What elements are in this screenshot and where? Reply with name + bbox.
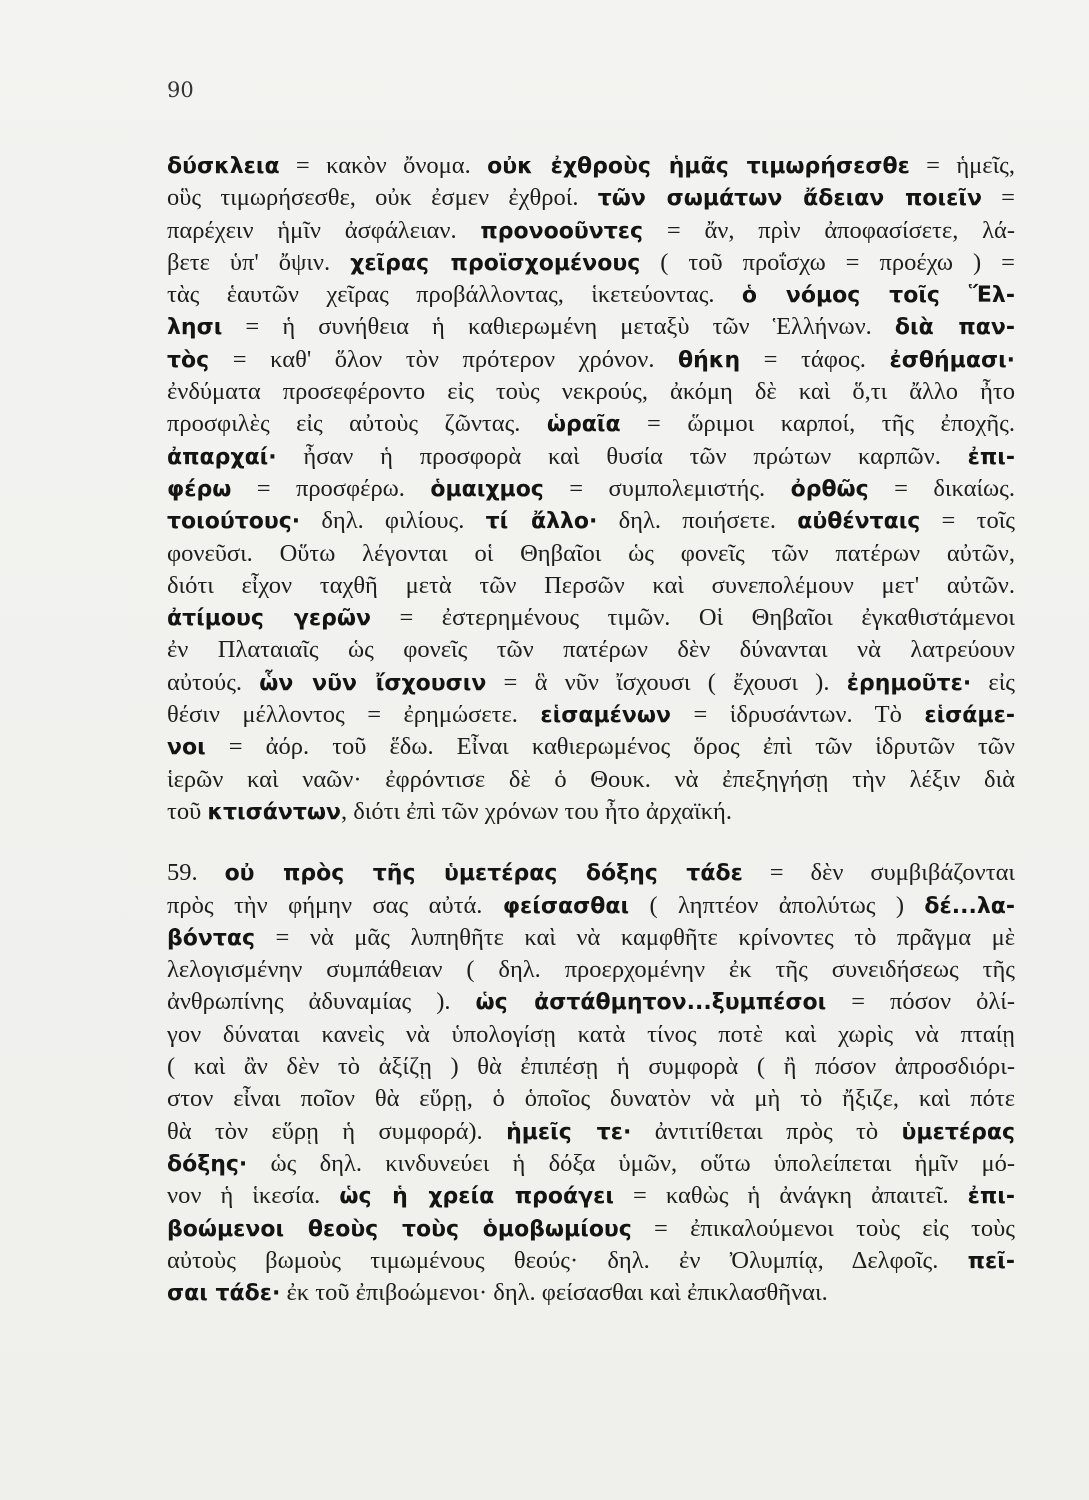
lemma-term: ὁ νόμος τοῖς Ἕλ- xyxy=(741,283,1015,309)
gloss-text: νον ἡ ἱκεσία. xyxy=(167,1182,340,1210)
gloss-text: = ἄν, πρὶν ἀποφασίσετε, λά- xyxy=(643,216,1015,244)
gloss-text: βετε ὑπ' ὄψιν. xyxy=(167,248,351,276)
text-line xyxy=(167,1180,1015,1212)
lemma-term: θήκη xyxy=(678,347,741,373)
gloss-text: = τοῖς xyxy=(920,507,1015,535)
lemma-term: βόντας xyxy=(167,925,256,951)
lemma-term: αὐθένταις xyxy=(797,509,921,535)
text-line xyxy=(167,376,1015,408)
lemma-term: ὧν νῦν ἴσχουσιν xyxy=(259,670,487,696)
text-line xyxy=(167,1116,1015,1148)
text-line xyxy=(167,150,1015,182)
gloss-text: αὐτοὺς βωμοὺς τιμωμένους θεούς· δηλ. ἐν Ὀλυμπίᾳ, Δελφοῖς. xyxy=(167,1246,968,1274)
gloss-text: = ὥριμοι καρποί, τῆς ἐποχῆς. xyxy=(620,410,1015,438)
gloss-text: , διότι ἐπὶ τῶν χρόνων του ἦτο ἀρχαϊκή. xyxy=(340,797,732,825)
text-line xyxy=(167,986,1015,1018)
lemma-term: φέρω xyxy=(167,476,232,502)
gloss-text: εἰς xyxy=(971,668,1015,696)
lemma-term: ὑμετέρας xyxy=(901,1119,1015,1145)
lemma-term: ἐπι- xyxy=(967,1184,1015,1210)
lemma-term: σαι τάδε· xyxy=(167,1281,281,1307)
lemma-term: ἐπι- xyxy=(967,444,1015,470)
lemma-term: λησι xyxy=(167,315,223,341)
text-line xyxy=(167,731,1015,763)
gloss-text: 59. xyxy=(167,859,225,887)
gloss-text: = δικαίως. xyxy=(868,474,1015,502)
gloss-text: πρὸς τὴν φήμην σας αὐτά. xyxy=(167,891,503,919)
text-line xyxy=(167,1083,1015,1115)
gloss-text: = προσφέρω. xyxy=(231,474,431,502)
text-line xyxy=(167,215,1015,247)
text-line xyxy=(167,505,1015,537)
lemma-term: ἀπαρχαί· xyxy=(167,444,277,470)
text-line xyxy=(167,796,1015,828)
gloss-text: τοῦ xyxy=(167,797,208,825)
text-line xyxy=(167,764,1015,796)
text-line xyxy=(167,473,1015,505)
lemma-term: ὡραῖα xyxy=(546,412,621,438)
lemma-term: διὰ παν- xyxy=(894,315,1015,341)
gloss-text: οὓς τιμωρήσεσθε, οὐκ ἐσμεν ἐχθροί. xyxy=(167,184,598,212)
text-line xyxy=(167,182,1015,214)
lemma-term: τοιούτους· xyxy=(167,509,301,535)
text-line xyxy=(167,634,1015,666)
lemma-term: τῶν σωμάτων ἄδειαν ποιεῖν xyxy=(597,186,982,212)
lemma-term: δύσκλεια xyxy=(167,154,280,179)
gloss-text: = τάφος. xyxy=(740,345,890,373)
lemma-term: εἱσαμένων xyxy=(540,703,671,729)
gloss-text: ( καὶ ἂν δὲν τὸ ἀξίζῃ ) θὰ ἐπιπέσῃ ἡ συμφορὰ ( ἢ πόσον ἀπροσδιόρι- xyxy=(167,1053,1015,1081)
lemma-term: χεῖρας προϊσχομένους xyxy=(350,250,641,276)
lemma-term: οὐκ ἐχθροὺς ἡμᾶς τιμωρήσεσθε xyxy=(487,154,910,179)
gloss-text: τὰς ἑαυτῶν χεῖρας προβάλλοντας, ἱκετεύοντας. xyxy=(167,281,742,309)
gloss-text: ἦσαν ἡ προσφορὰ καὶ θυσία τῶν πρώτων καρπῶν. xyxy=(276,442,968,470)
text-line xyxy=(167,1148,1015,1180)
gloss-text: = ἃ νῦν ἴσχουσι ( ἔχουσι ). xyxy=(486,668,847,696)
gloss-text: = συμπολεμιστής. xyxy=(543,474,791,502)
lemma-term: δόξης· xyxy=(167,1151,248,1177)
lemma-term: κτισάντων xyxy=(207,799,341,825)
text-line xyxy=(167,408,1015,440)
lemma-term: οὐ πρὸς τῆς ὑμετέρας δόξης τάδε xyxy=(224,861,743,887)
text-line xyxy=(167,699,1015,731)
text-line xyxy=(167,247,1015,279)
text-line xyxy=(167,570,1015,602)
gloss-text: = xyxy=(981,184,1015,212)
commentary-text xyxy=(167,150,1015,1309)
text-line xyxy=(167,1277,1015,1309)
lemma-term: δέ...λα- xyxy=(924,893,1015,919)
gloss-text: = ἡ συνήθεια ἡ καθιερωμένη μεταξὺ τῶν Ἑλλήνων. xyxy=(222,313,895,341)
gloss-text: = ἐστερημένους τιμῶν. Οἱ Θηβαῖοι ἐγκαθιστάμενοι xyxy=(371,604,1015,632)
lemma-term: τὸς xyxy=(167,347,210,373)
gloss-text: παρέχειν ἡμῖν ἀσφάλειαν. xyxy=(167,216,481,244)
text-line xyxy=(167,311,1015,343)
text-line xyxy=(167,1019,1015,1051)
text-line xyxy=(167,922,1015,954)
gloss-text: ἀντιτίθεται πρὸς τὸ xyxy=(631,1117,902,1145)
gloss-text: ἱερῶν καὶ ναῶν· ἐφρόντισε δὲ ὁ Θουκ. νὰ ἐπεξηγήσῃ τὴν λέξιν διὰ xyxy=(167,765,1015,793)
gloss-text: ( ληπτέον ἀπολύτως ) xyxy=(629,891,925,919)
gloss-text: στον εἶναι ποῖον θὰ εὕρῃ, ὁ ὁποῖος δυνατὸν νὰ μὴ τὸ ἤξιζε, καὶ πότε xyxy=(167,1085,1015,1113)
gloss-text: γον δύναται κανεὶς νὰ ὑπολογίσῃ κατὰ τίνος ποτὲ καὶ χωρὶς νὰ πταίῃ xyxy=(167,1020,1015,1048)
lemma-term: ἐσθήμασι· xyxy=(889,347,1015,373)
page-number: 90 xyxy=(167,78,194,102)
lemma-term: τί ἄλλο· xyxy=(485,509,598,535)
gloss-text: = νὰ μᾶς λυπηθῆτε καὶ νὰ καμφθῆτε κρίνοντες τὸ πρᾶγμα μὲ xyxy=(255,923,1015,951)
lemma-term: πεῖ- xyxy=(967,1248,1015,1274)
gloss-text: = ἡμεῖς, xyxy=(909,152,1015,179)
gloss-text: = δὲν συμβιβάζονται xyxy=(742,859,1015,887)
gloss-text: θὰ τὸν εὕρῃ ἡ συμφορά). xyxy=(167,1117,507,1145)
lemma-term: προνοοῦντες xyxy=(480,218,644,244)
text-line xyxy=(167,279,1015,311)
gloss-text: ἐνδύματα προσεφέροντο εἰς τοὺς νεκρούς, ἀκόμη δὲ καὶ ὅ,τι ἄλλο ἦτο xyxy=(167,378,1015,406)
lemma-term: φείσασθαι xyxy=(502,893,630,919)
text-line xyxy=(167,954,1015,986)
gloss-text: ὡς δηλ. κινδυνεύει ἡ δόξα ὑμῶν, οὕτω ὑπολείπεται ἡμῖν μό- xyxy=(247,1149,1015,1177)
gloss-text: θέσιν μέλλοντος = ἐρημώσετε. xyxy=(167,701,541,729)
gloss-text: ἐκ τοῦ ἐπιβοώμενοι· δηλ. φείσασθαι καὶ ἐπικλασθῆναι. xyxy=(280,1279,828,1307)
gloss-text: λελογισμένην συμπάθειαν ( δηλ. προερχομένην ἐκ τῆς συνειδήσεως τῆς xyxy=(167,956,1015,984)
gloss-text: = κακὸν ὄνομα. xyxy=(279,152,488,179)
text-line xyxy=(167,1213,1015,1245)
gloss-text: δηλ. φιλίους. xyxy=(300,507,486,535)
lemma-term: ὡς ἡ χρεία προάγει xyxy=(339,1184,614,1210)
lemma-term: ἐρημοῦτε· xyxy=(846,670,972,696)
lemma-term: ὁμαιχμος xyxy=(430,476,544,502)
gloss-text: = καθὼς ἡ ἀνάγκη ἀπαιτεῖ. xyxy=(613,1182,968,1210)
gloss-text: ( τοῦ προΐσχω = προέχω ) = xyxy=(640,248,1015,276)
lemma-term: βοώμενοι θεοὺς τοὺς ὁμοβωμίους xyxy=(167,1216,632,1242)
gloss-text: ἐν Πλαταιαῖς ὡς φονεῖς τῶν πατέρων δὲν δύνανται νὰ λατρεύουν xyxy=(167,636,1015,664)
gloss-text: αὐτούς. xyxy=(167,668,260,696)
lemma-term: νοι xyxy=(167,735,206,761)
gloss-text: προσφιλὲς εἰς αὐτοὺς ζῶντας. xyxy=(167,410,547,438)
gloss-text: = καθ' ὅλον τὸν πρότερον χρόνον. xyxy=(209,345,679,373)
text-line xyxy=(167,538,1015,570)
text-line xyxy=(167,667,1015,699)
text-line xyxy=(167,890,1015,922)
lemma-term: εἱσάμε- xyxy=(924,703,1015,729)
gloss-text: = πόσον ὀλί- xyxy=(826,988,1015,1016)
gloss-text: = ἐπικαλούμενοι τοὺς εἰς τοὺς xyxy=(631,1214,1015,1242)
lemma-term: ἀτίμους γερῶν xyxy=(167,606,372,632)
text-line xyxy=(167,441,1015,473)
text-line xyxy=(167,1245,1015,1277)
text-line xyxy=(167,602,1015,634)
gloss-text: = ἀόρ. τοῦ ἕδω. Εἶναι καθιερωμένος ὅρος ἐπὶ τῶν ἱδρυτῶν τῶν xyxy=(205,733,1015,761)
gloss-text: δηλ. ποιήσετε. xyxy=(597,507,798,535)
gloss-text: διότι εἶχον ταχθῆ μετὰ τῶν Περσῶν καὶ συνεπολέμουν μετ' αὐτῶν. xyxy=(167,571,1015,599)
text-line xyxy=(167,1051,1015,1083)
lemma-term: ὡς ἀστάθμητον...ξυμπέσοι xyxy=(475,990,827,1016)
gloss-text: ἀνθρωπίνης ἀδυναμίας ). xyxy=(167,988,476,1016)
lemma-term: ὀρθῶς xyxy=(790,476,869,502)
lemma-term: ἡμεῖς τε· xyxy=(506,1119,632,1145)
gloss-text: = ἱδρυσάντων. Τὸ xyxy=(670,701,925,729)
text-line xyxy=(167,344,1015,376)
gloss-text: φονεῦσι. Οὕτω λέγονται οἱ Θηβαῖοι ὡς φονεῖς τῶν πατέρων αὐτῶν, xyxy=(167,539,1015,567)
text-line xyxy=(167,857,1015,889)
